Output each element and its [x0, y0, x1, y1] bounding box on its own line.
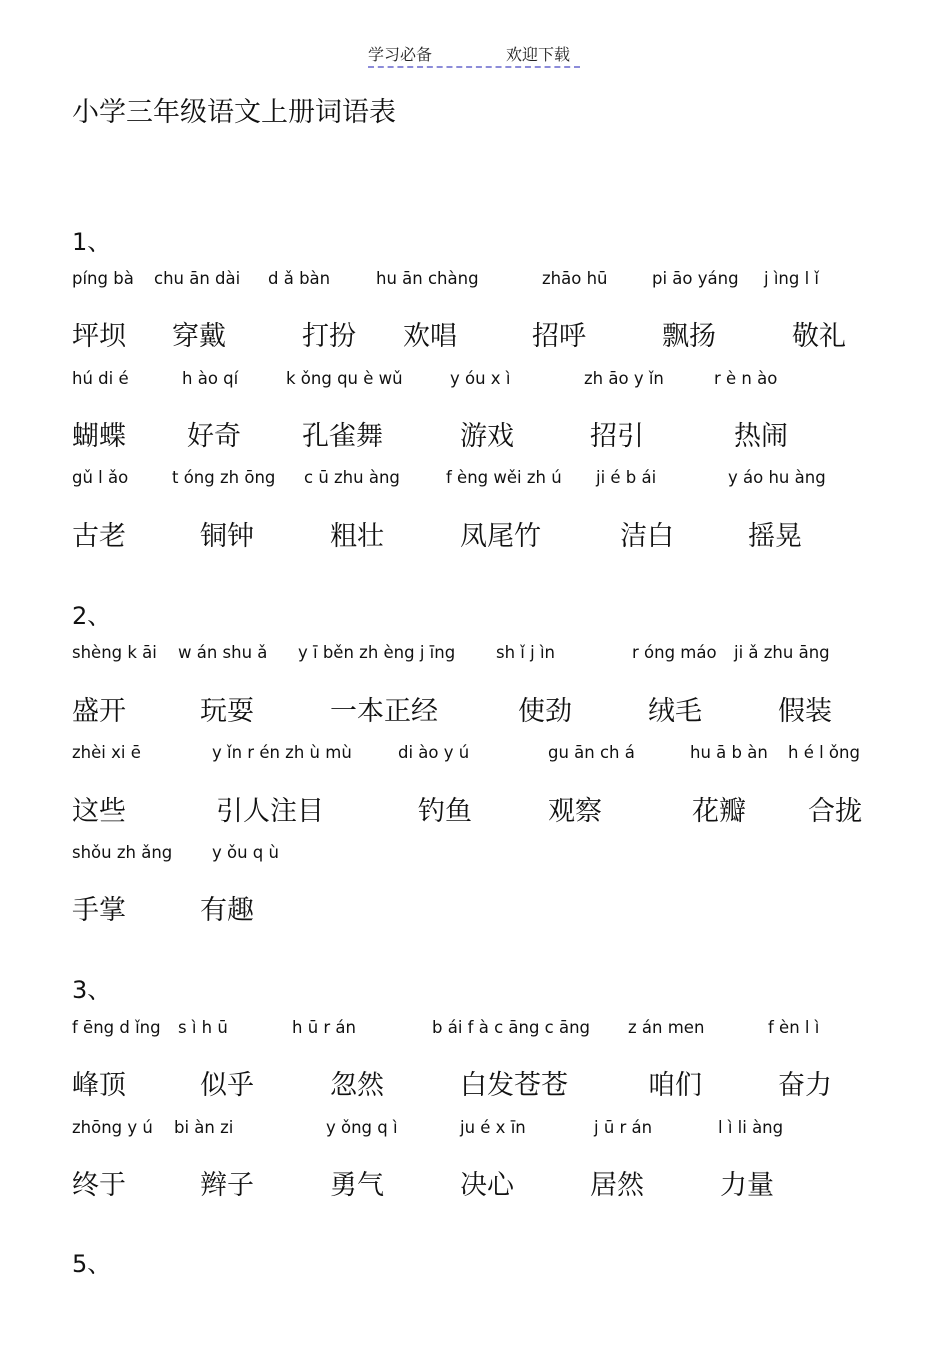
section-1-label: 1、: [72, 228, 112, 256]
pinyin: j ū r án: [594, 1118, 653, 1137]
word: 坪坝: [72, 321, 126, 352]
pinyin: y ǒng q ì: [326, 1118, 398, 1137]
word: 钓鱼: [418, 796, 472, 827]
word: 花瓣: [692, 796, 746, 827]
word: 手掌: [72, 895, 126, 926]
word: 摇晃: [748, 521, 802, 552]
pinyin: j ìng l ǐ: [764, 269, 820, 288]
word: 引人注目: [216, 796, 324, 827]
pinyin: h ū r án: [292, 1018, 357, 1037]
pinyin: bi àn zi: [174, 1118, 234, 1137]
word: 似乎: [200, 1070, 254, 1101]
pinyin: f ēng d ǐng: [72, 1018, 161, 1037]
word: 忽然: [330, 1070, 384, 1101]
section-5-label: 5、: [72, 1250, 112, 1278]
word: 使劲: [518, 696, 572, 727]
word: 玩耍: [200, 696, 254, 727]
word: 穿戴: [172, 321, 226, 352]
word: 一本正经: [330, 696, 438, 727]
pinyin: h é l ǒng: [788, 743, 860, 762]
word: 打扮: [302, 321, 356, 352]
pinyin: r è n ào: [714, 369, 778, 388]
word: 孔雀舞: [302, 421, 383, 452]
word-row: [72, 789, 910, 825]
pinyin: k ǒng qu è wǔ: [286, 369, 403, 388]
word: 飘扬: [662, 321, 716, 352]
pinyin: y ǐn r én zh ù mù: [212, 743, 352, 762]
pinyin-row: [72, 1018, 910, 1042]
pinyin-row: [72, 743, 910, 767]
word-row: [72, 1163, 910, 1199]
word: 粗壮: [330, 521, 384, 552]
word-row: [72, 888, 910, 924]
word: 辫子: [200, 1170, 254, 1201]
word: 奋力: [778, 1070, 832, 1101]
word: 盛开: [72, 696, 126, 727]
pinyin-row: [72, 643, 910, 667]
word: 古老: [72, 521, 126, 552]
pinyin: hu ā b àn: [690, 743, 768, 762]
word: 勇气: [330, 1170, 384, 1201]
word: 峰顶: [72, 1070, 126, 1101]
pinyin: d ǎ bàn: [268, 269, 331, 288]
pinyin: zhōng y ú: [72, 1118, 153, 1137]
word: 敬礼: [792, 321, 846, 352]
pinyin: sh ǐ j ìn: [496, 643, 555, 662]
pinyin: zhèi xi ē: [72, 743, 141, 762]
pinyin: y ǒu q ù: [212, 843, 279, 862]
pinyin: l ì li àng: [718, 1118, 784, 1137]
pinyin: z án men: [628, 1018, 705, 1037]
pinyin: w án shu ǎ: [178, 643, 268, 662]
pinyin: f èng wěi zh ú: [446, 468, 562, 487]
word: 合拢: [808, 796, 862, 827]
word: 居然: [590, 1170, 644, 1201]
word: 白发苍苍: [460, 1070, 568, 1101]
pinyin: gu ān ch á: [548, 743, 635, 762]
pinyin-row: [72, 468, 910, 492]
page-header: [368, 40, 580, 68]
word: 招呼: [532, 321, 586, 352]
pinyin: di ào y ú: [398, 743, 470, 762]
pinyin: f èn l ì: [768, 1018, 820, 1037]
word-row: [72, 1063, 910, 1099]
word: 招引: [590, 421, 644, 452]
word: 咱们: [648, 1070, 702, 1101]
word: 洁白: [620, 521, 674, 552]
pinyin: r óng máo: [632, 643, 717, 662]
word: 游戏: [460, 421, 514, 452]
pinyin: gǔ l ǎo: [72, 468, 129, 487]
pinyin: b ái f à c āng c āng: [432, 1018, 591, 1037]
header-left-text: 学习必备: [368, 45, 433, 64]
pinyin: ji é b ái: [596, 468, 657, 487]
word: 假装: [778, 696, 832, 727]
pinyin: t óng zh ōng: [172, 468, 276, 487]
pinyin: y áo hu àng: [728, 468, 826, 487]
word-row: [72, 314, 910, 350]
word: 欢唱: [403, 321, 457, 352]
word: 凤尾竹: [460, 521, 541, 552]
pinyin: c ū zhu àng: [304, 468, 400, 487]
pinyin: h ào qí: [182, 369, 239, 388]
pinyin: hu ān chàng: [376, 269, 479, 288]
pinyin: zhāo hū: [542, 269, 608, 288]
pinyin: zh āo y ǐn: [584, 369, 664, 388]
word-row: [72, 414, 910, 450]
pinyin: chu ān dài: [154, 269, 241, 288]
pinyin: shèng k āi: [72, 643, 157, 662]
pinyin: y óu x ì: [450, 369, 511, 388]
word: 决心: [460, 1170, 514, 1201]
pinyin: ju é x īn: [460, 1118, 526, 1137]
word: 绒毛: [648, 696, 702, 727]
word: 这些: [72, 796, 126, 827]
pinyin: shǒu zh ǎng: [72, 843, 173, 862]
section-2-label: 2、: [72, 602, 112, 630]
section-3-label: 3、: [72, 976, 112, 1004]
pinyin: pi āo yáng: [652, 269, 739, 288]
word: 观察: [548, 796, 602, 827]
pinyin-row: [72, 843, 910, 867]
word: 蝴蝶: [72, 421, 126, 452]
word: 好奇: [187, 421, 241, 452]
word: 铜钟: [200, 521, 254, 552]
word-row: [72, 689, 910, 725]
header-right-text: 欢迎下载: [506, 45, 571, 64]
pinyin: s ì h ū: [178, 1018, 228, 1037]
word-row: [72, 514, 910, 550]
word: 力量: [720, 1170, 774, 1201]
pinyin: hú di é: [72, 369, 129, 388]
word: 有趣: [200, 895, 254, 926]
pinyin-row: [72, 369, 910, 393]
word: 热闹: [734, 421, 788, 452]
pinyin-row: [72, 1118, 910, 1142]
pinyin: píng bà: [72, 269, 134, 288]
page-title: 小学三年级语文上册词语表: [72, 97, 396, 128]
pinyin-row: [72, 269, 910, 293]
pinyin: ji ǎ zhu āng: [734, 643, 830, 662]
word: 终于: [72, 1170, 126, 1201]
pinyin: y ī běn zh èng j īng: [298, 643, 456, 662]
